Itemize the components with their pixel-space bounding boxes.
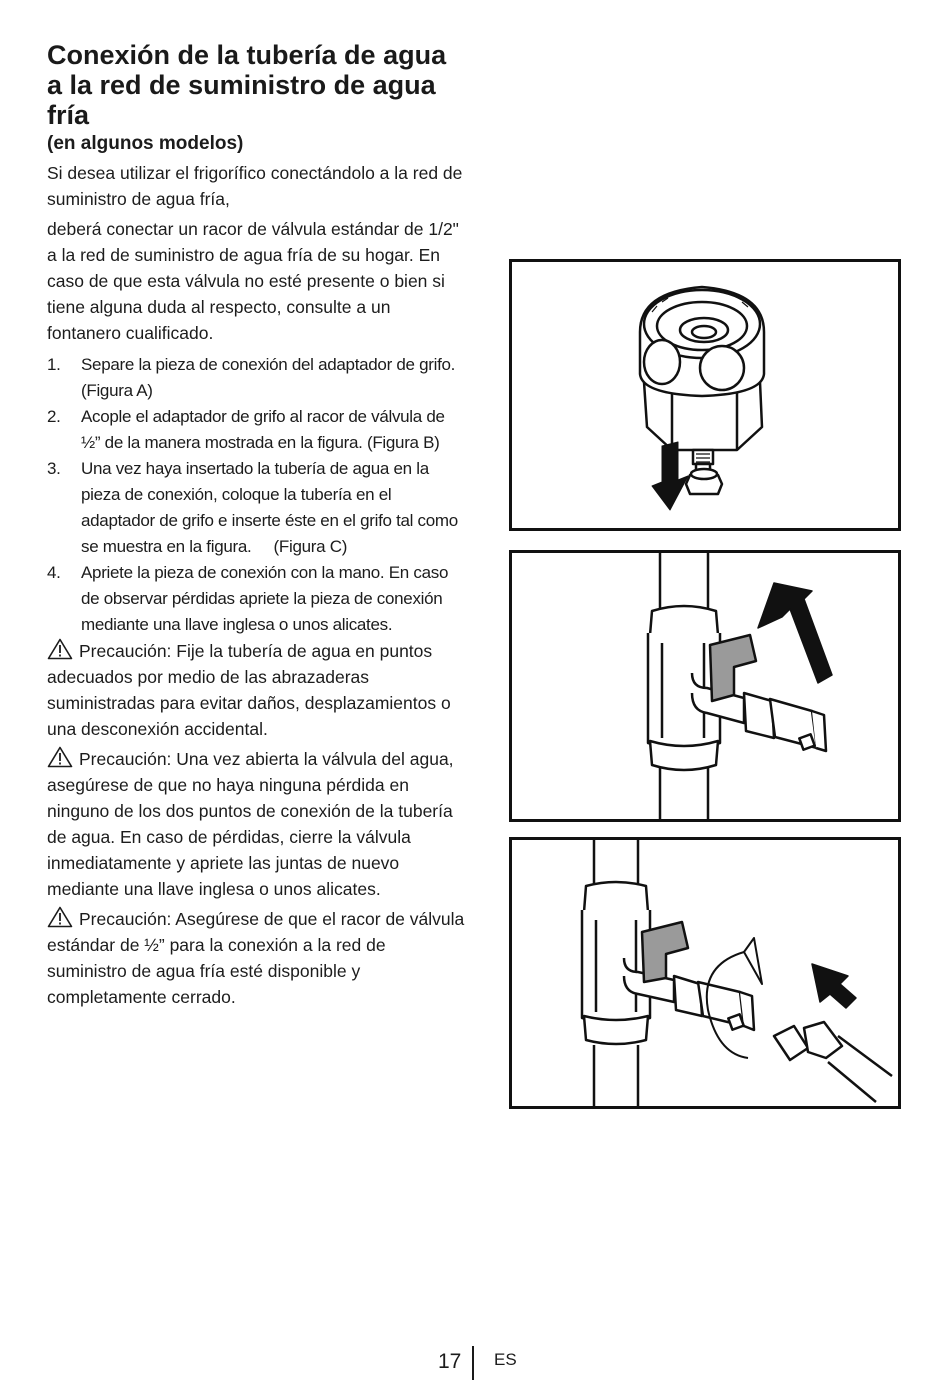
list-item — [47, 456, 467, 560]
language-code: ES — [494, 1350, 517, 1369]
list-item — [47, 352, 467, 404]
page-title: Conexión de la tubería de agua a la red de suministro de agua fría — [47, 40, 447, 130]
step-text: Una vez haya insertado la tubería de agua en la pieza de conexión, coloque la tubería en el adaptador de grifo e inserte éste en el grifo tal como se muestra en la figura. (Figura C) — [81, 459, 463, 556]
figure-c-illustration — [512, 840, 898, 1106]
figure-a — [509, 259, 901, 531]
intro-paragraph-2: deberá conectar un racor de válvula estándar de 1/2" a la red de suministro de agua fría de su hogar. En caso de que esta válvula no esté presente o bien si tiene alguna duda al respecto, consulte a un fontanero cualificado. — [47, 219, 459, 343]
list-item — [47, 560, 467, 638]
caution-3 — [47, 906, 467, 1010]
arrow-icon — [652, 442, 688, 510]
caution-1 — [47, 638, 467, 742]
list-item — [47, 404, 467, 456]
figure-c — [509, 837, 901, 1109]
warning-triangle-icon — [47, 906, 73, 928]
step-number: 1. — [47, 355, 61, 374]
caution-text: Precaución: Una vez abierta la válvula del agua, asegúrese de que no haya ninguna pérdida en ninguno de los dos puntos de conexión de la tubería de agua. En caso de pérdidas, cierre la válvula inmediatamente y apriete las juntas de nuevo mediante una llave inglesa o unos alicates. — [47, 749, 454, 899]
warning-triangle-icon — [47, 638, 73, 660]
intro-paragraph-1: Si desea utilizar el frigorífico conectándolo a la red de suministro de agua fría, — [47, 163, 463, 209]
figure-b — [509, 550, 901, 822]
figure-b-illustration — [512, 553, 898, 819]
content-column — [47, 40, 467, 1010]
step-number: 2. — [47, 407, 61, 426]
step-text: Acople el adaptador de grifo al racor de válvula de ½” de la manera mostrada en la figura. (Figura B) — [81, 407, 445, 452]
step-text: Separe la pieza de conexión del adaptador de grifo. (Figura A) — [81, 355, 456, 400]
step-number: 4. — [47, 563, 61, 582]
page-number: 17 — [438, 1350, 462, 1373]
caution-text: Precaución: Fije la tubería de agua en puntos adecuados por medio de las abrazaderas suministradas para evitar daños, desplazamientos o una desconexión accidental. — [47, 641, 451, 739]
caution-text: Precaución: Asegúrese de que el racor de válvula estándar de ½” para la conexión a la red de suministro de agua fría esté disponible y completamente cerrado. — [47, 909, 465, 1007]
page-subtitle: (en algunos modelos) — [47, 133, 244, 154]
valve-handle — [710, 635, 756, 701]
arrow-icon — [812, 964, 856, 1008]
figure-a-illustration — [512, 262, 898, 528]
valve-handle — [642, 922, 688, 982]
warning-triangle-icon — [47, 746, 73, 768]
steps-list — [47, 352, 467, 638]
arrow-icon — [758, 583, 832, 683]
caution-2 — [47, 746, 467, 902]
step-text: Apriete la pieza de conexión con la mano. En caso de observar pérdidas apriete la pieza de conexión mediante una llave inglesa o unos alicates. — [81, 563, 449, 634]
footer-divider — [472, 1346, 474, 1380]
step-number: 3. — [47, 459, 61, 478]
